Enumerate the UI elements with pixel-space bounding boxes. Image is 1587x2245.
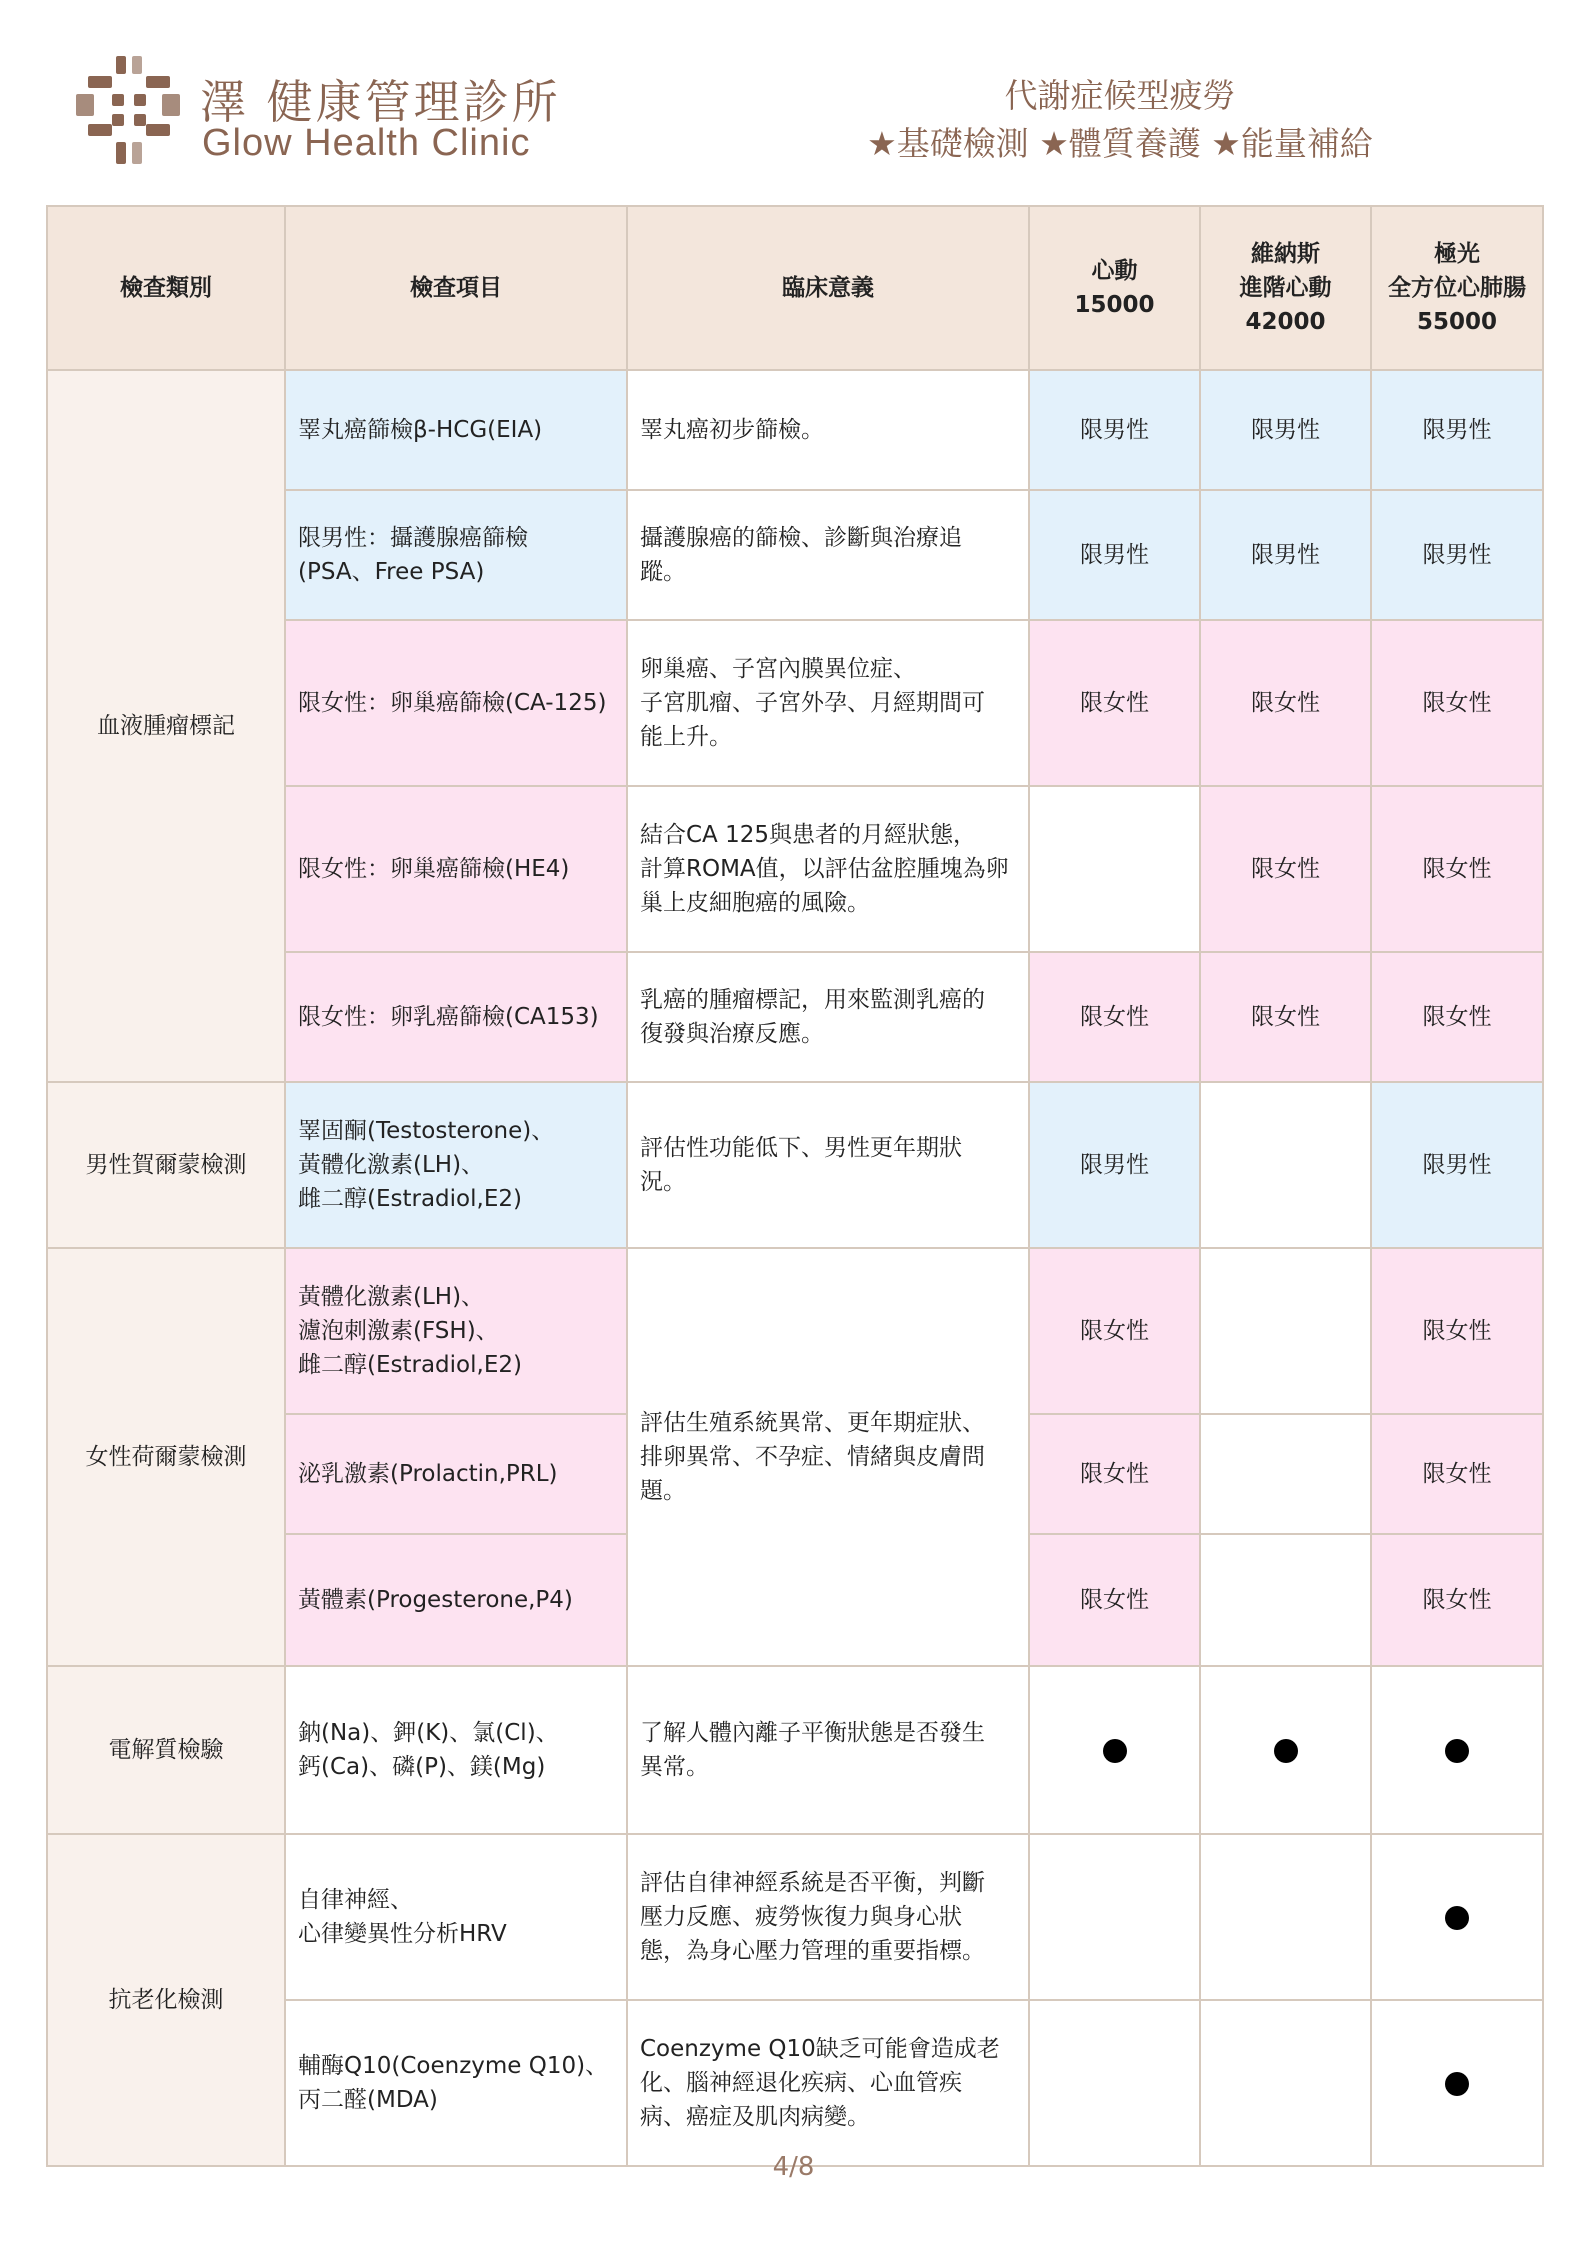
row-plan1 [1029,1666,1200,1834]
row-item: 睪丸癌篩檢β-HCG(EIA) [285,370,627,490]
row-plan2 [1200,2000,1371,2166]
row-meaning: 評估性功能低下、男性更年期狀 況。 [627,1082,1029,1248]
row-meaning: Coenzyme Q10缺乏可能會造成老 化、腦神經退化疾病、心血管疾 病、癌症及肌肉病變。 [627,2000,1029,2166]
row-meaning: 結合CA 125與患者的月經狀態， 計算ROMA值，以評估盆腔腫塊為卵 巢上皮細胞癌的風險。 [627,786,1029,952]
category-electrolyte: 電解質檢驗 [47,1666,285,1834]
row-item: 限女性：卵巢癌篩檢(HE4) [285,786,627,952]
included-dot-icon [1103,1739,1127,1763]
included-dot-icon [1445,2072,1469,2096]
row-item: 限男性：攝護腺癌篩檢 (PSA、Free PSA) [285,490,627,620]
header-plan-heartbeat: 心動 15000 [1029,206,1200,370]
row-item: 自律神經、 心律變異性分析HRV [285,1834,627,2000]
clinic-logo-icon [72,54,184,170]
row-plan3: 限男性 [1371,1082,1543,1248]
row-plan3: 限女性 [1371,1248,1543,1414]
row-plan3: 限男性 [1371,490,1543,620]
row-meaning: 了解人體內離子平衡狀態是否發生 異常。 [627,1666,1029,1834]
header-category: 檢查類別 [47,206,285,370]
included-dot-icon [1445,1906,1469,1930]
row-item: 限女性：卵乳癌篩檢(CA153) [285,952,627,1082]
table-row [47,1666,1543,1834]
row-plan2 [1200,1834,1371,2000]
row-meaning: 卵巢癌、子宮內膜異位症、 子宮肌瘤、子宮外孕、月經期間可 能上升。 [627,620,1029,786]
row-meaning: 評估自律神經系統是否平衡，判斷 壓力反應、疲勞恢復力與身心狀 態，為身心壓力管理的重要指標。 [627,1834,1029,2000]
row-plan3: 限女性 [1371,952,1543,1082]
row-item: 黃體化激素(LH)、 濾泡刺激素(FSH)、 雌二醇(Estradiol,E2) [285,1248,627,1414]
table-row [47,1082,1543,1248]
header-plan-aurora: 極光 全方位心肺腸 55000 [1371,206,1543,370]
category-female-hormone: 女性荷爾蒙檢測 [47,1248,285,1666]
row-item: 限女性：卵巢癌篩檢(CA-125) [285,620,627,786]
row-item: 泌乳激素(Prolactin,PRL) [285,1414,627,1534]
row-item: 輔酶Q10(Coenzyme Q10)、 丙二醛(MDA) [285,2000,627,2166]
row-plan1 [1029,786,1200,952]
row-plan2 [1200,1082,1371,1248]
table-row [47,370,1543,490]
row-plan2: 限女性 [1200,786,1371,952]
row-plan2: 限男性 [1200,370,1371,490]
row-plan1: 限女性 [1029,620,1200,786]
row-plan1: 限男性 [1029,1082,1200,1248]
header-plan-venus: 維納斯 進階心動 42000 [1200,206,1371,370]
row-plan2 [1200,1414,1371,1534]
header-meaning: 臨床意義 [627,206,1029,370]
row-plan1 [1029,2000,1200,2166]
row-item: 鈉(Na)、鉀(K)、氯(Cl)、 鈣(Ca)、磷(P)、鎂(Mg) [285,1666,627,1834]
row-plan3 [1371,1834,1543,2000]
table-row [47,1248,1543,1414]
row-plan1: 限男性 [1029,370,1200,490]
row-meaning: 攝護腺癌的篩檢、診斷與治療追 蹤。 [627,490,1029,620]
plan-subtitle: ★基礎檢測 ★體質養護 ★能量補給 [867,124,1373,163]
row-meaning: 評估生殖系統異常、更年期症狀、 排卵異常、不孕症、情緒與皮膚問 題。 [627,1248,1029,1666]
page-header [0,0,1587,200]
clinic-name-english: Glow Health Clinic [202,122,531,164]
row-plan2 [1200,1666,1371,1834]
row-plan3 [1371,1666,1543,1834]
row-plan2: 限女性 [1200,620,1371,786]
included-dot-icon [1445,1739,1469,1763]
row-plan1: 限男性 [1029,490,1200,620]
row-plan3: 限女性 [1371,620,1543,786]
clinic-name-chinese: 澤 健康管理診所 [200,75,561,129]
row-item: 睪固酮(Testosterone)、 黃體化激素(LH)、 雌二醇(Estradiol,E2) [285,1082,627,1248]
row-plan1: 限女性 [1029,1248,1200,1414]
row-meaning: 乳癌的腫瘤標記，用來監測乳癌的 復發與治療反應。 [627,952,1029,1082]
row-plan1: 限女性 [1029,1534,1200,1666]
plan-title: 代謝症候型疲勞 [1004,76,1236,115]
row-plan1: 限女性 [1029,1414,1200,1534]
row-meaning: 睪丸癌初步篩檢。 [627,370,1029,490]
row-plan3: 限男性 [1371,370,1543,490]
row-plan3: 限女性 [1371,786,1543,952]
page-number: 4/8 [772,2152,815,2182]
row-plan2: 限男性 [1200,490,1371,620]
row-plan2 [1200,1534,1371,1666]
table-row [47,1834,1543,2000]
included-dot-icon [1274,1739,1298,1763]
category-anti-aging: 抗老化檢測 [47,1834,285,2166]
table-header-row [47,206,1543,370]
header-item: 檢查項目 [285,206,627,370]
row-plan2 [1200,1248,1371,1414]
category-male-hormone: 男性賀爾蒙檢測 [47,1082,285,1248]
row-plan3: 限女性 [1371,1414,1543,1534]
row-plan3: 限女性 [1371,1534,1543,1666]
row-plan1 [1029,1834,1200,2000]
row-plan2: 限女性 [1200,952,1371,1082]
category-tumor-markers: 血液腫瘤標記 [47,370,285,1082]
row-item: 黃體素(Progesterone,P4) [285,1534,627,1666]
row-plan1: 限女性 [1029,952,1200,1082]
row-plan3 [1371,2000,1543,2166]
examination-table [46,205,1544,2167]
